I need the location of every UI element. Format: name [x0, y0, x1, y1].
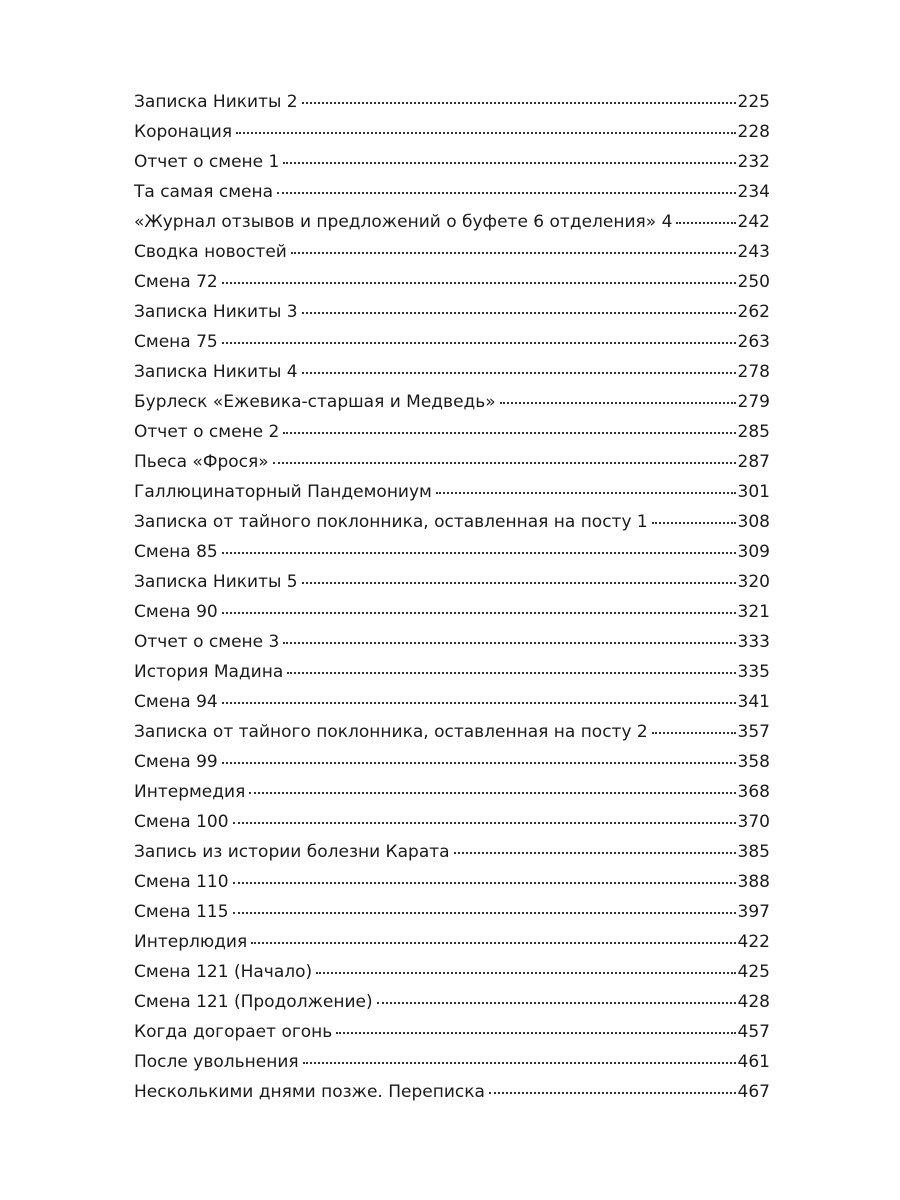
toc-entry-title: Записка Никиты 5 [134, 572, 298, 592]
toc-entry-page: 333 [737, 632, 770, 652]
toc-entry-title: Бурлеск «Ежевика-старшая и Медведь» [134, 392, 496, 412]
toc-entry [134, 837, 770, 867]
toc-entry [134, 387, 770, 417]
toc-entry [134, 777, 770, 807]
toc-entry-page: 461 [737, 1052, 770, 1072]
toc-entry [134, 627, 770, 657]
table-of-contents [134, 87, 770, 1107]
dot-leader [302, 582, 736, 584]
dot-leader [222, 702, 736, 704]
toc-entry-page: 385 [737, 842, 770, 862]
dot-leader [233, 912, 736, 914]
toc-entry-page: 232 [737, 152, 770, 172]
toc-entry-page: 357 [737, 722, 770, 742]
toc-entry-title: Смена 115 [134, 902, 229, 922]
dot-leader [222, 342, 736, 344]
toc-entry-title: Смена 85 [134, 542, 218, 562]
dot-leader [302, 372, 736, 374]
dot-leader [336, 1032, 735, 1034]
toc-entry-title: Смена 121 (Продолжение) [134, 992, 373, 1012]
toc-entry-title: Записка Никиты 3 [134, 302, 298, 322]
dot-leader [283, 162, 735, 164]
toc-entry-title: Смена 90 [134, 602, 218, 622]
toc-entry-page: 467 [737, 1082, 770, 1102]
toc-entry-title: Коронация [134, 122, 233, 142]
toc-entry-page: 358 [737, 752, 770, 772]
dot-leader [277, 192, 736, 194]
dot-leader [377, 1002, 736, 1004]
toc-entry [134, 207, 770, 237]
dot-leader [316, 972, 735, 974]
toc-entry [134, 477, 770, 507]
toc-entry [134, 567, 770, 597]
toc-entry-page: 301 [737, 482, 770, 502]
toc-entry-title: «Журнал отзывов и предложений о буфете 6 отделения» 4 [134, 212, 673, 232]
toc-entry-page: 225 [737, 92, 770, 112]
dot-leader [287, 672, 735, 674]
toc-entry [134, 1017, 770, 1047]
toc-entry-title: После увольнения [134, 1052, 299, 1072]
toc-entry-page: 263 [737, 332, 770, 352]
toc-entry-page: 370 [737, 812, 770, 832]
toc-entry [134, 237, 770, 267]
toc-entry [134, 597, 770, 627]
toc-entry-page: 279 [737, 392, 770, 412]
dot-leader [652, 732, 736, 734]
toc-entry [134, 447, 770, 477]
dot-leader [249, 792, 735, 794]
toc-entry [134, 267, 770, 297]
toc-entry-page: 243 [737, 242, 770, 262]
toc-entry-title: Пьеса «Фрося» [134, 452, 269, 472]
toc-entry-title: Сводка новостей [134, 242, 287, 262]
toc-entry [134, 87, 770, 117]
toc-entry-title: Отчет о смене 2 [134, 422, 280, 442]
toc-entry-page: 457 [737, 1022, 770, 1042]
toc-entry-page: 388 [737, 872, 770, 892]
toc-entry [134, 687, 770, 717]
toc-entry [134, 987, 770, 1017]
toc-entry-page: 262 [737, 302, 770, 322]
toc-entry-title: История Мадина [134, 662, 284, 682]
toc-entry-title: Отчет о смене 3 [134, 632, 280, 652]
toc-entry-page: 422 [737, 932, 770, 952]
toc-entry-page: 397 [737, 902, 770, 922]
toc-entry-page: 242 [737, 212, 770, 232]
toc-entry-page: 309 [737, 542, 770, 562]
toc-entry [134, 747, 770, 777]
toc-entry [134, 957, 770, 987]
dot-leader [303, 1062, 736, 1064]
dot-leader [222, 762, 736, 764]
toc-entry [134, 1047, 770, 1077]
toc-entry [134, 417, 770, 447]
toc-entry [134, 927, 770, 957]
toc-entry-page: 278 [737, 362, 770, 382]
toc-entry-page: 425 [737, 962, 770, 982]
toc-entry-title: Смена 100 [134, 812, 229, 832]
toc-entry-page: 321 [737, 602, 770, 622]
dot-leader [236, 132, 736, 134]
toc-entry [134, 357, 770, 387]
dot-leader [283, 432, 735, 434]
toc-entry-title: Запись из истории болезни Карата [134, 842, 450, 862]
toc-entry [134, 867, 770, 897]
toc-entry [134, 1077, 770, 1107]
toc-entry-title: Записка от тайного поклонника, оставленная на посту 1 [134, 512, 648, 532]
dot-leader [291, 252, 736, 254]
toc-entry-title: Отчет о смене 1 [134, 152, 280, 172]
dot-leader [436, 492, 736, 494]
dot-leader [222, 282, 736, 284]
toc-entry-title: Интермедия [134, 782, 246, 802]
toc-entry [134, 897, 770, 927]
toc-entry-title: Смена 94 [134, 692, 218, 712]
dot-leader [222, 552, 736, 554]
toc-entry-title: Несколькими днями позже. Переписка [134, 1082, 485, 1102]
toc-entry-page: 228 [737, 122, 770, 142]
toc-entry [134, 147, 770, 177]
toc-entry-title: Записка Никиты 2 [134, 92, 298, 112]
toc-entry [134, 177, 770, 207]
toc-entry-page: 335 [737, 662, 770, 682]
toc-entry-title: Записка Никиты 4 [134, 362, 298, 382]
dot-leader [222, 612, 736, 614]
toc-entry [134, 657, 770, 687]
toc-entry [134, 117, 770, 147]
toc-entry-title: Смена 72 [134, 272, 218, 292]
toc-entry [134, 807, 770, 837]
toc-entry-title: Та самая смена [134, 182, 274, 202]
dot-leader [489, 1092, 736, 1094]
toc-entry [134, 297, 770, 327]
dot-leader [454, 852, 736, 854]
dot-leader [251, 942, 735, 944]
dot-leader [676, 222, 735, 224]
toc-entry-title: Интерлюдия [134, 932, 248, 952]
toc-entry-page: 234 [737, 182, 770, 202]
toc-entry-title: Смена 99 [134, 752, 218, 772]
toc-entry [134, 537, 770, 567]
dot-leader [500, 402, 736, 404]
dot-leader [273, 462, 736, 464]
toc-entry-title: Смена 121 (Начало) [134, 962, 313, 982]
toc-entry [134, 327, 770, 357]
toc-entry-page: 341 [737, 692, 770, 712]
toc-entry-title: Галлюцинаторный Пандемониум [134, 482, 432, 502]
toc-entry-title: Записка от тайного поклонника, оставленная на посту 2 [134, 722, 648, 742]
toc-entry-page: 285 [737, 422, 770, 442]
toc-entry-title: Смена 75 [134, 332, 218, 352]
toc-entry-page: 308 [737, 512, 770, 532]
dot-leader [302, 312, 736, 314]
toc-entry-page: 250 [737, 272, 770, 292]
toc-entry-title: Смена 110 [134, 872, 229, 892]
toc-entry [134, 717, 770, 747]
toc-entry-page: 368 [737, 782, 770, 802]
dot-leader [233, 882, 736, 884]
dot-leader [283, 642, 735, 644]
dot-leader [652, 522, 736, 524]
toc-entry-page: 428 [737, 992, 770, 1012]
toc-entry [134, 507, 770, 537]
dot-leader [302, 102, 736, 104]
toc-entry-page: 287 [737, 452, 770, 472]
dot-leader [233, 822, 736, 824]
toc-entry-page: 320 [737, 572, 770, 592]
toc-entry-title: Когда догорает огонь [134, 1022, 333, 1042]
